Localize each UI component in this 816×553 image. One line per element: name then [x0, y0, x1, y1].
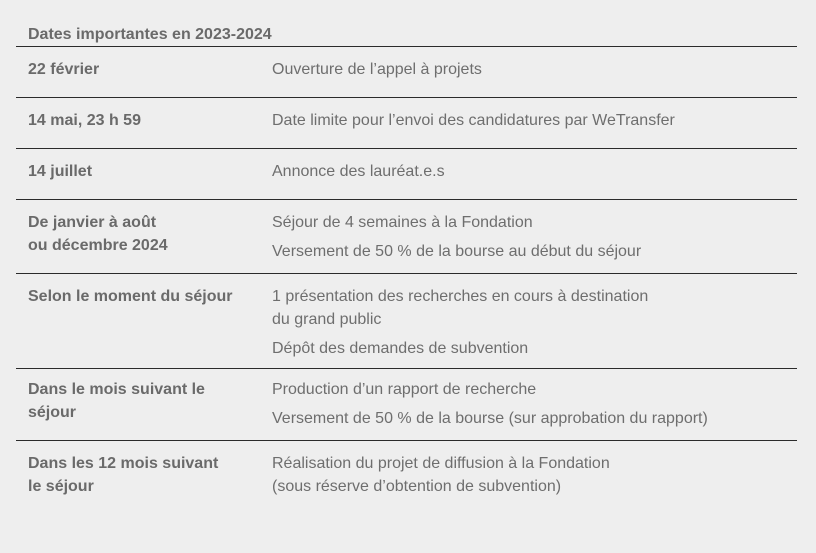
row-description — [272, 58, 797, 97]
description-paragraph: Production d’un rapport de recherche — [272, 381, 537, 398]
table-row — [16, 46, 797, 97]
row-date: Dans les 12 mois suivant le séjour — [28, 455, 219, 495]
table-title: Dates importantes en 2023-2024 — [28, 26, 272, 43]
description-paragraph: 1 présentation des recherches en cours à destination du grand public — [272, 288, 649, 328]
row-date: De janvier à août ou décembre 2024 — [28, 214, 168, 254]
description-paragraph: Versement de 50 % de la bourse (sur approbation du rapport) — [272, 410, 708, 427]
description-paragraph: Dépôt des demandes de subvention — [272, 340, 529, 357]
description-paragraph: Séjour de 4 semaines à la Fondation — [272, 214, 533, 231]
table-row — [16, 440, 797, 526]
row-description — [272, 378, 797, 440]
row-description — [272, 285, 797, 368]
description-paragraph: Versement de 50 % de la bourse au début du séjour — [272, 243, 642, 260]
description-paragraph: Annonce des lauréat.e.s — [272, 163, 445, 180]
table-row — [16, 273, 797, 368]
row-description — [272, 452, 797, 526]
row-date: 14 mai, 23 h 59 — [28, 112, 141, 129]
description-paragraph: Réalisation du projet de diffusion à la Fondation (sous réserve d’obtention de subvention) — [272, 455, 610, 495]
row-description — [272, 160, 797, 199]
table-row — [16, 368, 797, 440]
row-date: 22 février — [28, 61, 100, 78]
description-paragraph: Date limite pour l’envoi des candidatures par WeTransfer — [272, 112, 675, 129]
table-row — [16, 148, 797, 199]
row-description — [272, 211, 797, 273]
row-date: Dans le mois suivant le séjour — [28, 381, 205, 421]
row-date: 14 juillet — [28, 163, 93, 180]
dates-table — [16, 0, 797, 526]
row-date: Selon le moment du séjour — [28, 288, 233, 305]
description-paragraph: Ouverture de l’appel à projets — [272, 61, 482, 78]
table-row — [16, 199, 797, 273]
table-row — [16, 97, 797, 148]
row-description — [272, 109, 797, 148]
